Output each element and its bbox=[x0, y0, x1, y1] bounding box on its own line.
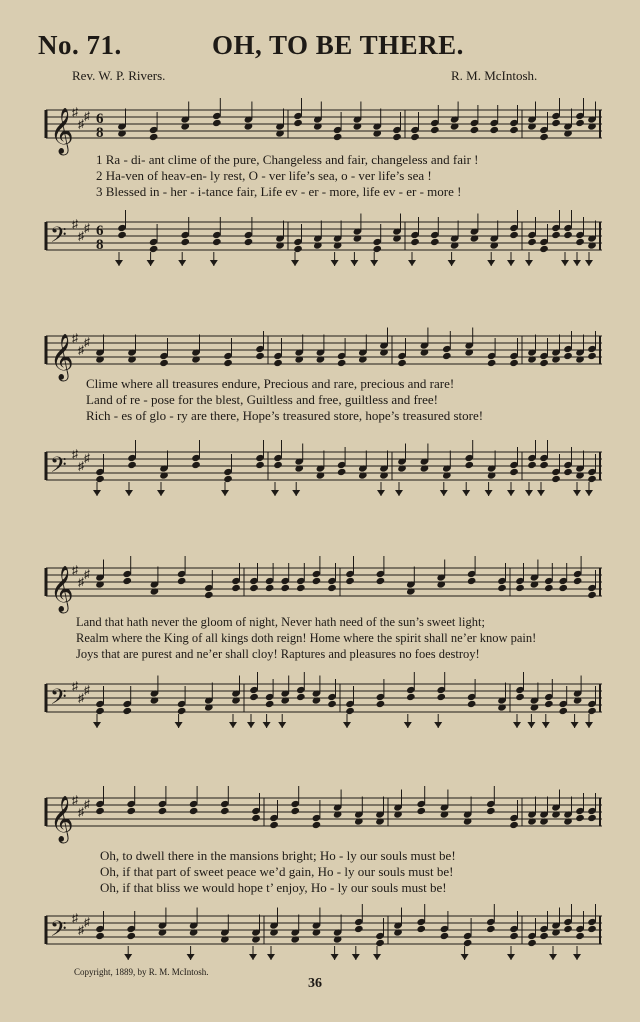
note-head bbox=[255, 461, 265, 469]
sharp-icon: ♯ bbox=[84, 335, 90, 349]
note-head bbox=[551, 119, 561, 127]
note-head bbox=[513, 722, 521, 728]
note-head bbox=[563, 231, 573, 239]
note-head bbox=[265, 584, 275, 592]
note-head bbox=[370, 260, 378, 266]
note-head bbox=[509, 359, 519, 367]
note-head bbox=[416, 925, 426, 933]
note-heads bbox=[117, 98, 597, 141]
note-head bbox=[539, 932, 549, 940]
note-head bbox=[212, 238, 222, 246]
note-heads bbox=[95, 556, 597, 599]
sharp-icon: ♯ bbox=[72, 217, 78, 231]
bass-staff-4 bbox=[38, 902, 606, 972]
note-head bbox=[392, 133, 402, 141]
treble-staff-4-svg bbox=[38, 786, 606, 848]
note-head bbox=[345, 577, 355, 585]
time-signature-bottom: 8 bbox=[96, 125, 104, 141]
note-head bbox=[442, 352, 452, 360]
note-head bbox=[549, 954, 557, 960]
hymn-number: No. 71. bbox=[38, 30, 122, 60]
note-head bbox=[180, 238, 190, 246]
lyric-verse-2: 2 Ha-ven of heav-en- ly rest, O - ver life’s sea, o - ver life’s sea ! bbox=[96, 168, 432, 183]
note-head bbox=[410, 133, 420, 141]
note-head bbox=[373, 954, 381, 960]
note-head bbox=[575, 932, 585, 940]
note-head bbox=[331, 260, 339, 266]
sharp-icon: ♯ bbox=[84, 915, 90, 929]
note-head bbox=[220, 807, 230, 815]
note-head bbox=[551, 231, 561, 239]
note-head bbox=[122, 707, 132, 715]
note-head bbox=[585, 722, 593, 728]
composer-credit: R. M. McIntosh. bbox=[451, 68, 538, 83]
lyric-verse-1: 1 Ra - di- ant clime of the pure, Changeless and fair, changeless and fair ! bbox=[96, 152, 479, 167]
lyric-verse-3: Joys that are purest and ne’er shall cloy! Raptures and pleasures no foes destroy! bbox=[76, 647, 480, 661]
lyric-verse-1: Oh, to dwell there in the mansions bright; Ho - ly our souls must be! bbox=[100, 848, 456, 863]
time-signature-bottom: 8 bbox=[96, 237, 104, 253]
note-head bbox=[463, 939, 473, 947]
note-head bbox=[573, 954, 581, 960]
note-head bbox=[376, 577, 386, 585]
sharp-icon: ♯ bbox=[72, 105, 78, 119]
treble-staff-1-svg bbox=[38, 98, 606, 158]
note-head bbox=[486, 925, 496, 933]
note-head bbox=[404, 722, 412, 728]
note-head bbox=[462, 490, 470, 496]
note-head bbox=[539, 245, 549, 253]
note-head bbox=[430, 126, 440, 134]
note-head bbox=[249, 693, 259, 701]
note-head bbox=[464, 461, 474, 469]
note-head bbox=[231, 584, 241, 592]
note-head bbox=[470, 126, 480, 134]
note-head bbox=[573, 490, 581, 496]
lyric-verse-3: 3 Blessed in - her - i-tance fair, Life ev - er - more, life ev - er - more ! bbox=[96, 184, 462, 199]
note-head bbox=[117, 231, 127, 239]
note-head bbox=[537, 490, 545, 496]
note-head bbox=[558, 707, 568, 715]
treble-staff-2 bbox=[38, 324, 606, 384]
note-head bbox=[125, 490, 133, 496]
note-head bbox=[126, 932, 136, 940]
note-head bbox=[337, 468, 347, 476]
note-head bbox=[430, 238, 440, 246]
treble-staff-3 bbox=[38, 556, 606, 618]
note-head bbox=[280, 584, 290, 592]
sharp-icon: ♯ bbox=[78, 117, 84, 131]
note-head bbox=[229, 722, 237, 728]
note-head bbox=[587, 814, 597, 822]
note-head bbox=[126, 807, 136, 815]
treble-staff-4 bbox=[38, 786, 606, 848]
treble-clef-icon: 𝄞 bbox=[50, 108, 74, 154]
note-head bbox=[440, 490, 448, 496]
note-head bbox=[485, 490, 493, 496]
sharp-icon: ♯ bbox=[72, 447, 78, 461]
note-head bbox=[293, 119, 303, 127]
note-head bbox=[212, 119, 222, 127]
note-head bbox=[507, 490, 515, 496]
note-head bbox=[487, 359, 497, 367]
note-head bbox=[527, 939, 537, 947]
bass-staff-3-svg bbox=[38, 670, 606, 740]
treble-clef-icon: 𝄞 bbox=[50, 796, 74, 842]
note-head bbox=[507, 260, 515, 266]
note-head bbox=[352, 954, 360, 960]
note-head bbox=[544, 700, 554, 708]
note-head bbox=[337, 359, 347, 367]
note-head bbox=[95, 475, 105, 483]
note-head bbox=[345, 707, 355, 715]
note-head bbox=[290, 807, 300, 815]
note-head bbox=[561, 260, 569, 266]
note-head bbox=[273, 461, 283, 469]
sharp-icon: ♯ bbox=[84, 567, 90, 581]
note-head bbox=[575, 814, 585, 822]
note-head bbox=[187, 954, 195, 960]
note-head bbox=[487, 260, 495, 266]
note-head bbox=[525, 260, 533, 266]
note-head bbox=[440, 932, 450, 940]
note-head bbox=[115, 260, 123, 266]
sharp-icon: ♯ bbox=[84, 109, 90, 123]
note-heads bbox=[115, 210, 597, 266]
note-head bbox=[354, 925, 364, 933]
note-head bbox=[312, 577, 322, 585]
sharp-icon: ♯ bbox=[78, 459, 84, 473]
note-head bbox=[587, 925, 597, 933]
note-head bbox=[331, 954, 339, 960]
note-head bbox=[377, 490, 385, 496]
note-head bbox=[539, 359, 549, 367]
note-head bbox=[263, 722, 271, 728]
note-head bbox=[515, 693, 525, 701]
sharp-icon: ♯ bbox=[78, 575, 84, 589]
sharp-icon: ♯ bbox=[84, 797, 90, 811]
note-head bbox=[509, 932, 519, 940]
sharp-icon: ♯ bbox=[72, 563, 78, 577]
note-head bbox=[515, 584, 525, 592]
note-head bbox=[461, 954, 469, 960]
note-head bbox=[408, 260, 416, 266]
note-head bbox=[585, 260, 593, 266]
copyright-notice: Copyright, 1889, by R. M. McIntosh. bbox=[74, 967, 209, 977]
lyric-verse-2: Land of re - pose for the blest, Guiltless and free, guiltless and free! bbox=[86, 392, 438, 407]
note-head bbox=[127, 461, 137, 469]
note-head bbox=[525, 490, 533, 496]
note-head bbox=[327, 700, 337, 708]
note-head bbox=[507, 954, 515, 960]
bass-staff-1 bbox=[38, 206, 606, 280]
treble-staff-3-svg bbox=[38, 556, 606, 618]
note-head bbox=[467, 700, 477, 708]
note-head bbox=[434, 722, 442, 728]
note-head bbox=[223, 359, 233, 367]
note-head bbox=[251, 814, 261, 822]
note-head bbox=[497, 584, 507, 592]
lyrics-block-3 bbox=[76, 614, 640, 662]
note-head bbox=[269, 821, 279, 829]
note-head bbox=[178, 260, 186, 266]
note-head bbox=[406, 693, 416, 701]
lyric-verse-3: Oh, if that bliss we would hope t’ enjoy, Ho - ly our souls must be! bbox=[100, 880, 447, 895]
sharp-icon: ♯ bbox=[78, 229, 84, 243]
sharp-icon: ♯ bbox=[72, 793, 78, 807]
sharp-icon: ♯ bbox=[72, 911, 78, 925]
note-head bbox=[267, 954, 275, 960]
note-heads bbox=[93, 440, 597, 496]
note-head bbox=[296, 584, 306, 592]
note-head bbox=[158, 807, 168, 815]
note-head bbox=[175, 722, 183, 728]
lyric-verse-3: Rich - es of glo - ry are there, Hope’s treasured store, hope’s treasured store! bbox=[86, 408, 484, 423]
note-head bbox=[436, 693, 446, 701]
lyric-verse-1: Land that hath never the gloom of night, Never hath need of the sun’s sweet light; bbox=[76, 615, 485, 629]
note-head bbox=[539, 133, 549, 141]
note-head bbox=[587, 352, 597, 360]
note-head bbox=[265, 700, 275, 708]
note-head bbox=[93, 722, 101, 728]
note-head bbox=[544, 584, 554, 592]
treble-staff-1 bbox=[38, 98, 606, 158]
note-head bbox=[551, 475, 561, 483]
note-head bbox=[255, 352, 265, 360]
note-head bbox=[147, 260, 155, 266]
time-signature-top: 6 bbox=[96, 223, 104, 239]
note-head bbox=[587, 707, 597, 715]
note-head bbox=[271, 490, 279, 496]
note-head bbox=[527, 461, 537, 469]
note-head bbox=[563, 352, 573, 360]
note-head bbox=[273, 359, 283, 367]
note-head bbox=[573, 260, 581, 266]
note-head bbox=[376, 700, 386, 708]
lyrics-block-2 bbox=[86, 376, 640, 424]
note-head bbox=[204, 591, 214, 599]
lyric-verse-1: Clime where all treasures endure, Precious and rare, precious and rare! bbox=[86, 376, 455, 391]
note-head bbox=[124, 954, 132, 960]
bass-staff-2-svg bbox=[38, 438, 606, 508]
bass-staff-2 bbox=[38, 438, 606, 508]
note-head bbox=[509, 126, 519, 134]
note-head bbox=[210, 260, 218, 266]
note-head bbox=[343, 722, 351, 728]
note-head bbox=[93, 490, 101, 496]
hymn-title: OH, TO BE THERE. bbox=[212, 30, 464, 60]
note-head bbox=[558, 584, 568, 592]
note-head bbox=[587, 591, 597, 599]
bass-staff-1-svg bbox=[38, 206, 606, 280]
note-head bbox=[244, 238, 254, 246]
note-head bbox=[159, 359, 169, 367]
bass-staff-4-svg bbox=[38, 902, 606, 972]
bass-clef-icon: 𝄢 bbox=[50, 223, 67, 253]
note-head bbox=[467, 577, 477, 585]
staff-lines bbox=[46, 222, 602, 250]
sharp-icon: ♯ bbox=[78, 343, 84, 357]
note-head bbox=[327, 584, 337, 592]
bass-clef-icon: 𝄢 bbox=[50, 453, 67, 483]
note-head bbox=[563, 468, 573, 476]
note-head bbox=[189, 807, 199, 815]
note-head bbox=[571, 722, 579, 728]
note-head bbox=[149, 133, 159, 141]
bass-clef-icon: 𝄢 bbox=[50, 917, 67, 947]
note-head bbox=[177, 707, 187, 715]
note-heads bbox=[93, 672, 597, 728]
note-head bbox=[397, 359, 407, 367]
note-head bbox=[573, 577, 583, 585]
note-head bbox=[575, 238, 585, 246]
note-head bbox=[95, 707, 105, 715]
treble-clef-icon: 𝄞 bbox=[50, 334, 74, 380]
note-head bbox=[247, 722, 255, 728]
note-head bbox=[410, 238, 420, 246]
note-head bbox=[509, 468, 519, 476]
note-head bbox=[486, 807, 496, 815]
bass-clef-icon: 𝄢 bbox=[50, 685, 67, 715]
note-head bbox=[191, 461, 201, 469]
time-signature-top: 6 bbox=[96, 111, 104, 127]
sharp-icon: ♯ bbox=[78, 805, 84, 819]
note-head bbox=[249, 954, 257, 960]
note-head bbox=[587, 475, 597, 483]
lyric-verse-2: Oh, if that part of sweet peace we’d gain, Ho - ly our souls must be! bbox=[100, 864, 454, 879]
author-credit: Rev. W. P. Rivers. bbox=[72, 68, 166, 83]
lyrics-block-4 bbox=[100, 848, 640, 896]
note-head bbox=[563, 925, 573, 933]
note-head bbox=[372, 245, 382, 253]
sharp-icon: ♯ bbox=[84, 221, 90, 235]
note-head bbox=[585, 490, 593, 496]
note-head bbox=[527, 238, 537, 246]
note-head bbox=[509, 231, 519, 239]
note-head bbox=[312, 821, 322, 829]
note-head bbox=[448, 260, 456, 266]
note-head bbox=[539, 461, 549, 469]
note-head bbox=[95, 932, 105, 940]
bass-staff-3 bbox=[38, 670, 606, 740]
note-head bbox=[157, 490, 165, 496]
staff-lines bbox=[46, 110, 602, 138]
note-head bbox=[221, 490, 229, 496]
note-head bbox=[350, 260, 358, 266]
lyrics-block-1 bbox=[96, 152, 640, 200]
note-head bbox=[291, 260, 299, 266]
sharp-icon: ♯ bbox=[78, 691, 84, 705]
sharp-icon: ♯ bbox=[84, 683, 90, 697]
note-head bbox=[249, 584, 259, 592]
note-head bbox=[278, 722, 286, 728]
note-head bbox=[292, 490, 300, 496]
sharp-icon: ♯ bbox=[72, 679, 78, 693]
treble-staff-2-svg bbox=[38, 324, 606, 384]
note-head bbox=[95, 807, 105, 815]
note-head bbox=[296, 693, 306, 701]
note-head bbox=[375, 939, 385, 947]
note-head bbox=[416, 807, 426, 815]
note-head bbox=[575, 119, 585, 127]
note-head bbox=[293, 245, 303, 253]
note-head bbox=[509, 821, 519, 829]
sharp-icon: ♯ bbox=[72, 331, 78, 345]
note-head bbox=[542, 722, 550, 728]
note-head bbox=[122, 577, 132, 585]
sharp-icon: ♯ bbox=[78, 923, 84, 937]
note-head bbox=[395, 490, 403, 496]
note-head bbox=[527, 722, 535, 728]
note-head bbox=[333, 133, 343, 141]
page-number: 36 bbox=[308, 976, 322, 991]
note-head bbox=[223, 475, 233, 483]
treble-clef-icon: 𝄞 bbox=[50, 566, 74, 612]
note-head bbox=[489, 126, 499, 134]
sharp-icon: ♯ bbox=[84, 451, 90, 465]
note-head bbox=[149, 245, 159, 253]
note-head bbox=[177, 577, 187, 585]
lyric-verse-2: Realm where the King of all kings doth reign! Home where the spirit shall ne’er know pain! bbox=[76, 631, 537, 645]
